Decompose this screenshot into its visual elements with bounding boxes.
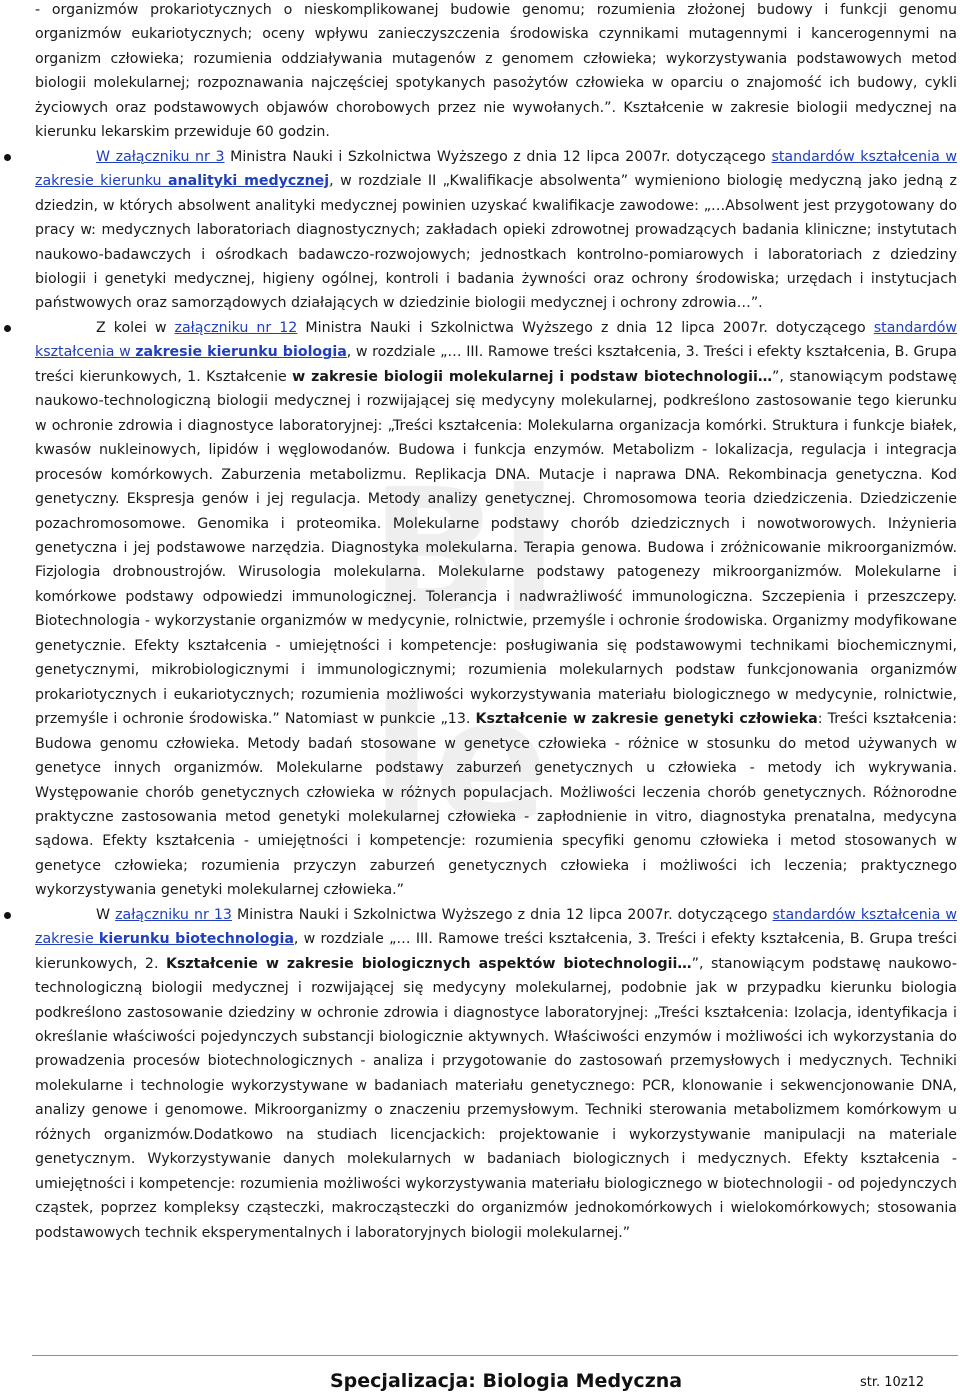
body-text	[35, 0, 957, 1245]
list-item	[35, 903, 957, 1245]
bullet-icon	[4, 325, 11, 332]
page-number: str. 10z12	[860, 1375, 925, 1390]
link-zalacznik-13[interactable]: załączniku nr 13	[115, 906, 232, 923]
bullet-paragraph-1: W załączniku nr 3 Ministra Nauki i Szkolnictwa Wyższego z dnia 12 lipca 2007r. dotyczącego standardów kształcenia w zakresie kierunku analityki medycznej, w rozdziale II „Kwalifikacje absolwenta” wymieniono biologię medyczną jako jedną z dziedzin, w których absolwent analityki medycznej powinien uzyskać kwalifikacje zawodowe: „…Absolwent jest przygotowany do pracy w: medycznych laboratoriach diagnostycznych; zakładach opieki zdrowotnej prowadzących badania kliniczne; instytutach naukowo-badawczych i ośrodkach badawczo-rozwojowych; jednostkach kontrolno-pomiarowych i laboratoriach z dziedziny biologii i genetyki medycznej, higieny ogólnej, kontroli i badania żywności oraz ochrony środowiska; urzędach i instytucjach państwowych oraz samorządowych działających w dziedzinie biologii medycznej i ochrony zdrowia…”.	[35, 148, 957, 312]
link-standardy-biotechnologia[interactable]: standardów kształcenia w zakresie kierunku biotechnologia	[35, 906, 957, 948]
footer-divider	[32, 1355, 958, 1356]
list-item	[35, 316, 957, 903]
link-zalacznik-3[interactable]: W załączniku nr 3	[96, 148, 225, 165]
svg-text:Ie: Ie	[370, 663, 549, 861]
intro-paragraph: - organizmów prokariotycznych o nieskomplikowanej budowie genomu; rozumienia złożonej budowy i funkcji genomu organizmów eukariotycznych; oceny wpływu zanieczyszczenia środowiska czynnikami mutagennymi i kancerogennymi na organizm człowieka; rozumienia oddziaływania mutagenów z genomem człowieka; wykorzystywania podstawowych metod biologii molekularnej; rozpoznawania najczęściej spotykanych pasożytów człowieka w oparciu o znajomość ich budowy, cykli życiowych oraz podstawowych objawów chorobowych przez nie wywołanych.”. Kształcenie w zakresie biologii medycznej na kierunku lekarskim przewiduje 60 godzin.	[35, 2, 957, 141]
bullet-paragraph-2: Z kolei w załączniku nr 12 Ministra Nauki i Szkolnictwa Wyższego z dnia 12 lipca 2007r. dotyczącego standardów kształcenia w zakresie kierunku biologia, w rozdziale „… III. Ramowe treści kształcenia, 3. Treści i efekty kształcenia, B. Grupa treści kierunkowych, 1. Kształcenie w zakresie biologii molekularnej i podstaw biotechnologii…”, stanowiącym podstawę naukowo-technologiczną biologii medycznej i rozwijającej się medycyny molekularnej, podkreślono zastosowanie tego kierunku w ochronie zdrowia i diagnostyce laboratoryjnej: „Treści kształcenia: Molekularna organizacja komórki. Struktura i funkcje białek, kwasów nukleinowych, lipidów i węglowodanów. Budowa i funkcja enzymów. Metabolizm - lokalizacja, regulacja i integracja procesów komórkowych. Zaburzenia metabolizmu. Replikacja DNA. Mutacje i naprawa DNA. Rekombinacja genetyczna. Kod genetyczny. Ekspresja genów i jej regulacja. Metody analizy genetycznej. Chromosomowa teoria dziedziczenia. Dziedziczenie pozachromosomowe. Genomika i proteomika. Molekularne podstawy chorób dziedzicznych i nowotworowych. Inżynieria genetyczna i jej podstawowe narzędzia. Diagnostyka molekularna. Terapia genowa. Budowa i zróżnicowanie mikroorganizmów. Fizjologia drobnoustrojów. Wirusologia molekularna. Molekularne podstawy patogenezy mikroorganizmów. Molekularne i komórkowe podstawy odpowiedzi immunologicznej. Tolerancja i nadwrażliwość immunologiczna. Szczepienia i przeszczepy. Biotechnologia - wykorzystanie organizmów w medycynie, rolnictwie, przemyśle i ochronie środowiska. Organizmy modyfikowane genetycznie. Efekty kształcenia - umiejętności i kompetencje: posługiwania się podstawowymi technikami biochemicznymi, genetycznymi, mikrobiologicznymi i immunologicznymi; rozumienia molekularnych podstaw funkcjonowania organizmów prokariotycznych i eukariotycznych; rozumienia możliwości wykorzystywania materiału biologicznego w medycynie, rolnictwie, przemyśle i ochronie środowiska.” Natomiast w punkcie „13. Kształcenie w zakresie genetyki człowieka: Treści kształcenia: Budowa genomu człowieka. Metody badań stosowane w genetyce człowieka - różnice w stosunku do metod używanych w genetyce innych organizmów. Molekularne podstawy zaburzeń genetycznych u człowieka - metody ich wykrywania. Występowanie chorób genetycznych człowieka w różnych populacjach. Możliwości leczenia chorób genetycznych. Różnorodne praktyczne zastosowania metod genetyki molekularnej człowieka - zapłodnienie in vitro, diagnostyka prenatalna, medycyna sądowa. Efekty kształcenia - umiejętności i kompetencje: rozumienia specyfiki genomu człowieka i metod stosowanych w genetyce człowieka; rozumienia przyczyn zaburzeń genetycznych człowieka i możliwości ich leczenia; praktycznego wykorzystywania genetyki molekularnej człowieka.”	[35, 319, 957, 899]
link-standardy-analityka[interactable]: standardów kształcenia w zakresie kierunku analityki medycznej	[35, 148, 957, 190]
bullet-icon	[4, 154, 11, 161]
list-item	[35, 145, 957, 316]
svg-text:Bl: Bl	[370, 453, 558, 651]
bullet-icon	[4, 912, 11, 919]
bullet-paragraph-3: W załączniku nr 13 Ministra Nauki i Szkolnictwa Wyższego z dnia 12 lipca 2007r. dotyczącego standardów kształcenia w zakresie kierunku biotechnologia, w rozdziale „… III. Ramowe treści kształcenia, 3. Treści i efekty kształcenia, B. Grupa treści kierunkowych, 2. Kształcenie w zakresie biologicznych aspektów biotechnologii…”, stanowiącym podstawę naukowo-technologiczną biologii medycznej i rozwijającej się medycyny molekularnej, podobnie jak w przypadku kierunku biologia podkreślono zastosowanie dziedziny w ochronie zdrowia i diagnostyce laboratoryjnej: „Treści kształcenia: Izolacja, identyfikacja i określanie właściwości pojedynczych substancji biologicznie aktywnych. Właściwości enzymów i możliwości ich wykorzystania do prowadzenia procesów biotechnologicznych - analiza i przygotowanie do zastosowań przemysłowych i medycznych. Techniki molekularne i technologie wykorzystywane w badaniach materiału genetycznego: PCR, klonowanie i sekwencjonowanie DNA, analizy genowe i genomowe. Mikroorganizmy o znaczeniu przemysłowym. Techniki sterowania metabolizmem komórkowym u różnych organizmów.Dodatkowo na studiach licencjackich: projektowanie i wykorzystywanie manipulacji na materiale genetycznym. Wykorzystywanie danych molekularnych w badaniach biologicznych i medycznych. Efekty kształcenia - umiejętności i kompetencje: rozumienia możliwości wykorzystywania materiału biologicznego w biotechnologii - od pojedynczych cząstek, poprzez kompleksy cząsteczki, makrocząsteczki do organizmów jednokomórkowych i wielokomórkowych; stosowania podstawowych technik eksperymentalnych i laboratoryjnych biologii molekularnej.”	[35, 906, 957, 1241]
link-zalacznik-12[interactable]: załączniku nr 12	[174, 319, 298, 336]
footer-title: Specjalizacja: Biologia Medyczna	[330, 1370, 683, 1392]
link-standardy-biologia[interactable]: standardów kształcenia w zakresie kierunku biologia	[35, 319, 957, 361]
